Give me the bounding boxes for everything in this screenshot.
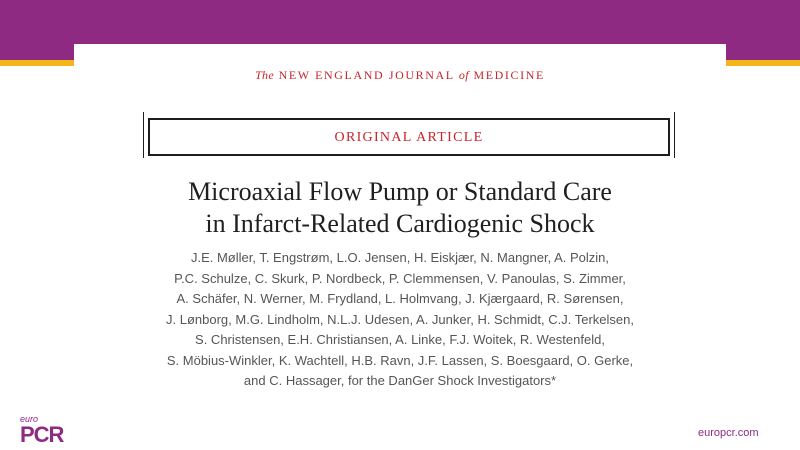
accent-stripe-left (0, 60, 74, 66)
title-line: in Infarct-Related Cardiogenic Shock (205, 209, 595, 238)
europcr-logo (20, 414, 100, 448)
box-rule-left (143, 112, 144, 158)
section-label-box (148, 118, 670, 156)
journal-masthead (74, 68, 726, 83)
logo-pcr-text: PCR (20, 422, 64, 447)
article-page (74, 44, 726, 450)
website-link[interactable]: europcr.com (698, 427, 759, 439)
journal-of: of (458, 68, 469, 82)
title-line: Microaxial Flow Pump or Standard Care (188, 177, 612, 206)
author-line: A. Schäfer, N. Werner, M. Frydland, L. Holmvang, J. Kjærgaard, R. Sørensen, (176, 291, 624, 306)
author-line: S. Christensen, E.H. Christiansen, A. Linke, F.J. Woitek, R. Westenfeld, (195, 332, 605, 347)
article-title (74, 176, 726, 240)
author-line: S. Möbius-Winkler, K. Wachtell, H.B. Ravn, J.F. Lassen, S. Boesgaard, O. Gerke, (166, 352, 634, 368)
author-list (114, 248, 686, 392)
author-line: J. Lønborg, M.G. Lindholm, N.L.J. Udesen, A. Junker, H. Schmidt, C.J. Terkelsen, (166, 311, 634, 327)
author-line: P.C. Schulze, C. Skurk, P. Nordbeck, P. Clemmensen, V. Panoulas, S. Zimmer, (174, 270, 626, 286)
accent-stripe-right (726, 60, 800, 66)
journal-name: NEW ENGLAND JOURNAL (278, 68, 455, 82)
box-rule-right (674, 112, 675, 158)
author-line: and C. Hassager, for the DanGer Shock Investigators* (243, 373, 557, 388)
section-label: ORIGINAL ARTICLE (334, 130, 484, 145)
logo-euro-text: euro (20, 414, 39, 424)
journal-suffix: MEDICINE (473, 68, 545, 82)
journal-prefix: The (255, 68, 274, 82)
author-line: J.E. Møller, T. Engstrøm, L.O. Jensen, H. Eiskjær, N. Mangner, A. Polzin, (190, 250, 610, 265)
